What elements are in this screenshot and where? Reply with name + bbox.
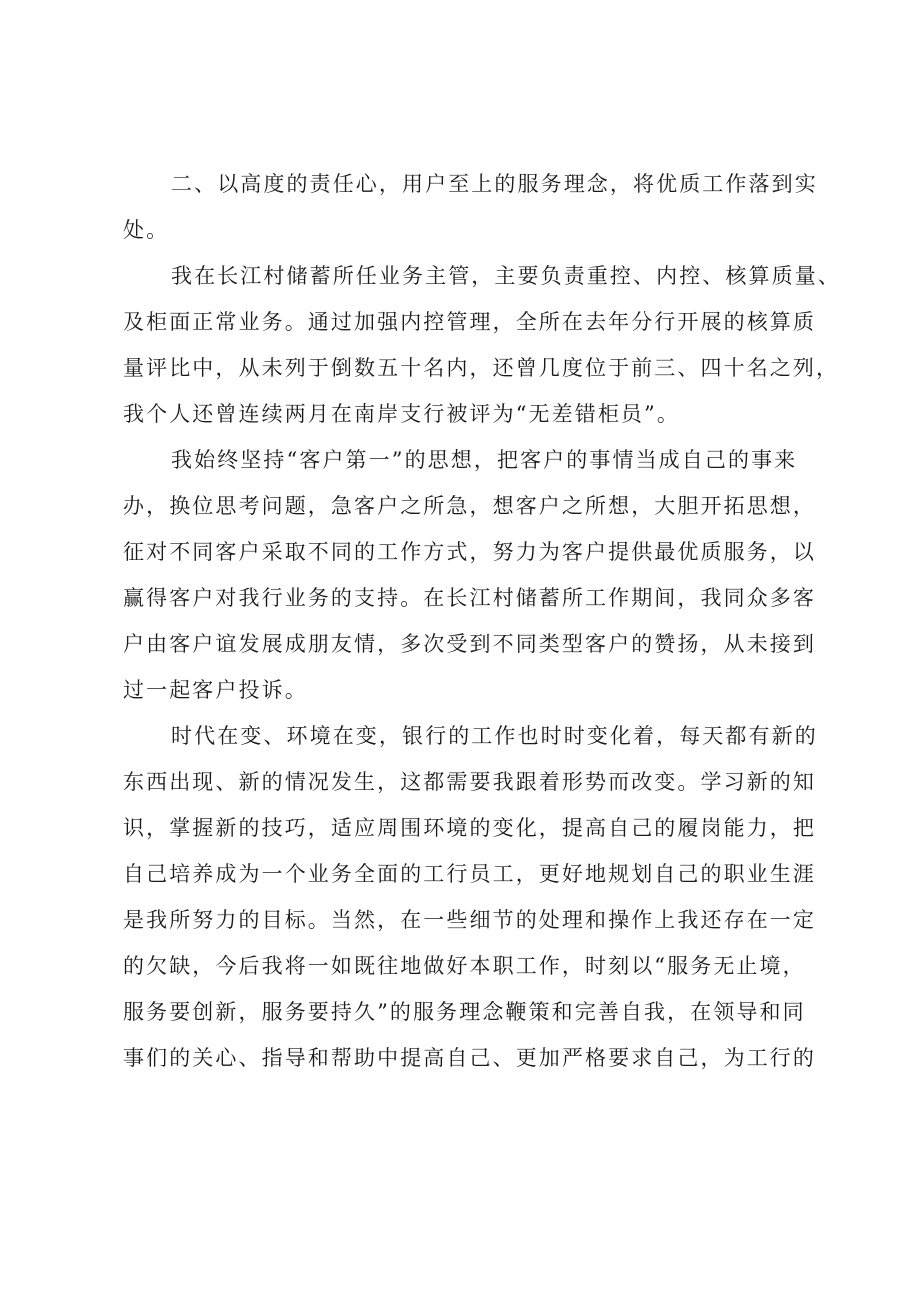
text-line: 量评比中，从未列于倒数五十名内，还曾几度位于前三、四十名之列， bbox=[123, 356, 840, 380]
paragraph-3 bbox=[123, 437, 823, 713]
text-line: 的欠缺，今后我将一如既往地做好本职工作，时刻以“服务无止境， bbox=[123, 954, 806, 978]
text-line: 是我所努力的目标。当然，在一些细节的处理和操作上我还存在一定 bbox=[123, 908, 816, 932]
text-line: 及柜面正常业务。通过加强内控管理，全所在去年分行开展的核算质 bbox=[123, 310, 816, 334]
text-line: 办，换位思考问题，急客户之所急，想客户之所想，大胆开拓思想， bbox=[123, 494, 816, 518]
text-line: 我在长江村储蓄所任业务主管，主要负责重控、内控、核算质量、 bbox=[171, 264, 841, 288]
text-line: 时代在变、环境在变，银行的工作也时时变化着，每天都有新的 bbox=[171, 724, 818, 748]
text-line: 处。 bbox=[123, 218, 170, 242]
text-line: 自己培养成为一个业务全面的工行员工，更好地规划自己的职业生涯 bbox=[123, 862, 816, 886]
text-line: 东西出现、新的情况发生，这都需要我跟着形势而改变。学习新的知 bbox=[123, 770, 816, 794]
paragraph-4 bbox=[123, 713, 823, 1081]
text-line: 二、以高度的责任心，用户至上的服务理念，将优质工作落到实 bbox=[171, 172, 818, 196]
text-line: 服务要创新，服务要持久”的服务理念鞭策和完善自我，在领导和同 bbox=[123, 1000, 806, 1024]
text-line: 事们的关心、指导和帮助中提高自己、更加严格要求自己，为工行的 bbox=[123, 1046, 816, 1070]
text-line: 我始终坚持“客户第一”的思想，把客户的事情当成自己的事来 bbox=[171, 448, 798, 472]
text-line: 户由客户谊发展成朋友情，多次受到不同类型客户的赞扬，从未接到 bbox=[123, 632, 816, 656]
document-body bbox=[123, 161, 841, 1081]
text-line: 识，掌握新的技巧，适应周围环境的变化，提高自己的履岗能力，把 bbox=[123, 816, 816, 840]
paragraph-2 bbox=[123, 253, 841, 437]
paragraph-1 bbox=[123, 161, 823, 253]
text-line: 赢得客户对我行业务的支持。在长江村储蓄所工作期间，我同众多客 bbox=[123, 586, 816, 610]
text-line: 我个人还曾连续两月在南岸支行被评为“无差错柜员”。 bbox=[123, 402, 680, 426]
text-line: 过一起客户投诉。 bbox=[123, 678, 308, 702]
text-line: 征对不同客户采取不同的工作方式，努力为客户提供最优质服务，以 bbox=[123, 540, 816, 564]
